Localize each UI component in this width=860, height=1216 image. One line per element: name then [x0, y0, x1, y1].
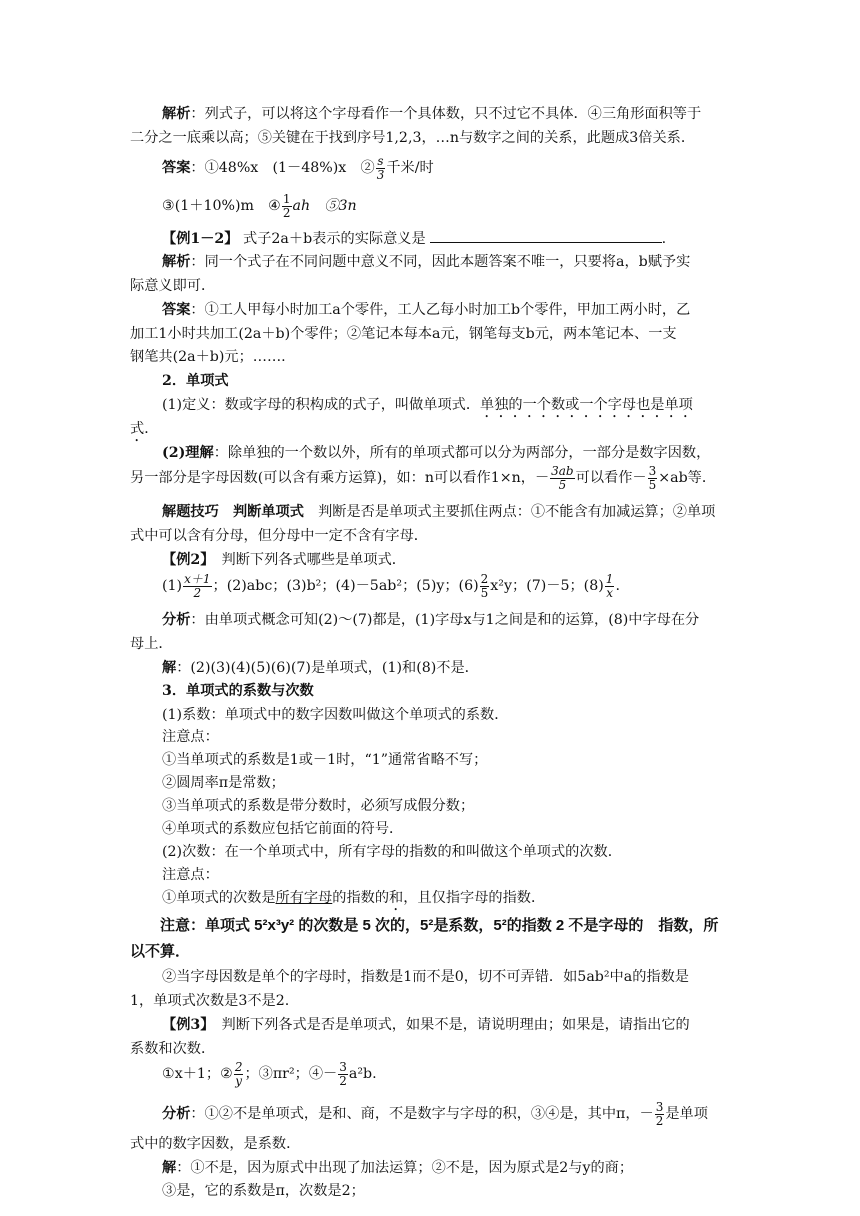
- underlined-all-letters: 所有字母: [275, 890, 333, 906]
- degree-note-1: ①单项式的次数是所有字母的指数的和，且仅指字母的指数．: [162, 890, 546, 906]
- degree-note-2-line-2: 1，单项式次数是3不是2.: [130, 993, 290, 1009]
- example-3-solution-2: ③是，它的系数是π，次数是2；: [162, 1183, 365, 1199]
- example-1-2-answer-1: 答案：①工人甲每小时加工a个零件，工人乙每小时加工b个零件，甲加工两小时，乙: [162, 302, 691, 318]
- analysis-text: ：列式子，可以将这个字母看作一个具体数，只不过它不具体．④三角形面积等于: [190, 106, 702, 122]
- tip-label: 解题技巧 判断单项式: [162, 504, 304, 520]
- example-2-analysis-1: 分析：由单项式概念可知(2)～(7)都是，(1)字母x与1之间是和的运算，(8)中字母在分: [162, 612, 700, 628]
- answer-line-1: [162, 152, 434, 186]
- definition-line-1: (1)定义：数或字母的积构成的式子，叫做单项式．单独的一个数或一个字母也是单项: [162, 397, 693, 413]
- section-2-title: 2．单项式: [162, 373, 229, 389]
- understanding-line-2: 另一部分是字母因数(可以含有乘方运算)，如：n可以看作1×n，－ $\frac{3ab}{5}$ 可以看作－ $\frac{3}{5}$ ×ab等．: [130, 463, 717, 492]
- fraction-3ab-over-5: $\frac{3ab}{5}$: [551, 463, 574, 492]
- fraction-s-over-3: $\frac{s}{3}$: [376, 153, 385, 182]
- fraction-2-over-y: $\frac{2}{y}$: [234, 1059, 243, 1088]
- example-1-2-answer-2: 加工1小时共加工(2a＋b)个零件；②笔记本每本a元，钢笔每支b元，两本笔记本、一支: [130, 326, 677, 342]
- warning-line-1: 注意：单项式 5²x³y² 的次数是 5 次的，5²是系数，5²的指数 2 不是字母的 指数，所: [160, 917, 719, 934]
- fraction-3-over-2: $\frac{3}{2}$: [339, 1059, 347, 1088]
- example-3-items: ①x＋1；② $\frac{2}{y}$ ；③πr²；④－ $\frac{3}{2}$ a²b.: [162, 1059, 377, 1088]
- analysis-line-2: 二分之一底乘以高；⑤关键在于找到序号1,2,3，…n与数字之间的关系，此题成3倍关系．: [130, 130, 696, 146]
- example-2-items: (1) $\frac{x+1}{2}$ ；(2)abc；(3)b²；(4)－5ab²；(5)y；(6) $\frac{2}{5}$ x²y；(7)－5；(8) $\frac{1}{x}$ .: [162, 571, 620, 600]
- example-3-question-2: 系数和次数．: [130, 1041, 216, 1057]
- fraction-x-plus-1-over-2: $\frac{x+1}{2}$: [184, 571, 211, 600]
- note-item-3: ③当单项式的系数是带分数时，必须写成假分数；: [162, 798, 475, 814]
- emphasized-definition: 单独的一个数或一个字母也是单项: [480, 397, 693, 413]
- answer-line-2: ③(1＋10%)m ④ $\frac{1}{2}$ ah ⑤3n: [162, 191, 357, 220]
- note-item-4: ④单项式的系数应包括它前面的符号．: [162, 821, 404, 837]
- answer-label: 答案: [162, 160, 191, 176]
- definition-line-2: 式．: [130, 421, 159, 437]
- degree-note-2-line-1: ②当字母因数是单个的字母时，指数是1而不是0，切不可弄错．如5ab²中a的指数是: [162, 969, 689, 985]
- degree-definition: (2)次数：在一个单项式中，所有字母的指数的和叫做这个单项式的次数．: [162, 844, 622, 860]
- analysis-label: 解析: [162, 106, 191, 122]
- fraction-2-over-5: $\frac{2}{5}$: [480, 571, 489, 600]
- example-3-question-1: 【例3】 判断下列各式是否是单项式，如果不是，请说明理由；如果是，请指出它的: [162, 1017, 690, 1033]
- note-label-2: 注意点：: [162, 867, 219, 883]
- example-3-analysis-1: 分析：①②不是单项式，是和、商，不是数字与字母的积，③④是，其中π，－ $\frac{3}{2}$ 是单项: [162, 1099, 708, 1128]
- example-label: 【例1－2】: [162, 231, 239, 247]
- fraction-1-over-x: $\frac{1}{x}$: [605, 571, 614, 600]
- example-question: 式子2a＋b表示的实际意义是: [243, 231, 426, 247]
- example-1-2-question: 【例1－2】 式子2a＋b表示的实际意义是 .: [162, 228, 666, 249]
- answer-blank: [430, 228, 662, 243]
- example-3-solution-1: 解：①不是，因为原式中出现了加法运算；②不是，因为原式是2与y的商；: [162, 1160, 634, 1176]
- note-item-1: ①当单项式的系数是1或－1时，“1”通常省略不写；: [162, 752, 488, 768]
- answer-text: ：①48%x (1－48%)x ②: [190, 160, 375, 176]
- coefficient-definition: (1)系数：单项式中的数字因数叫做这个单项式的系数．: [162, 707, 509, 723]
- example-1-2-analysis-2: 际意义即可．: [130, 278, 216, 294]
- example-2-analysis-2: 母上．: [130, 636, 173, 652]
- example-2-question: 【例2】 判断下列各式哪些是单项式．: [162, 552, 406, 568]
- note-label-1: 注意点：: [162, 729, 219, 745]
- example-1-2-answer-3: 钢笔共(2a＋b)元；…….: [130, 349, 286, 365]
- example-2-solution: 解：(2)(3)(4)(5)(6)(7)是单项式，(1)和(8)不是．: [162, 660, 479, 676]
- warning-line-2: 以不算．: [130, 943, 191, 960]
- example-3-analysis-2: 式中的数字因数，是系数．: [130, 1136, 301, 1152]
- analysis-line-1: [162, 104, 701, 124]
- example-1-2-analysis-1: 解析：同一个式子在不同问题中意义不同，因此本题答案不唯一，只要将a，b赋予实: [162, 254, 691, 270]
- tip-line-2: 式中可以含有分母，但分母中一定不含有字母．: [130, 528, 428, 544]
- fraction-3-over-5: $\frac{3}{5}$: [648, 463, 657, 492]
- answer-unit: 千米/时: [386, 160, 434, 176]
- note-item-2: ②圆周率π是常数；: [162, 775, 285, 791]
- fraction-one-half: $\frac{1}{2}$: [282, 191, 291, 220]
- section-3-title: 3．单项式的系数与次数: [162, 683, 314, 699]
- understanding-line-1: (2)理解：除单独的一个数以外，所有的单项式都可以分为两部分，一部分是数字因数，: [162, 445, 711, 461]
- fraction-3-over-2-analysis: $\frac{3}{2}$: [655, 1099, 664, 1128]
- tip-line-1: 解题技巧 判断单项式 判断是否是单项式主要抓住两点：①不能含有加减运算；②单项: [162, 504, 716, 520]
